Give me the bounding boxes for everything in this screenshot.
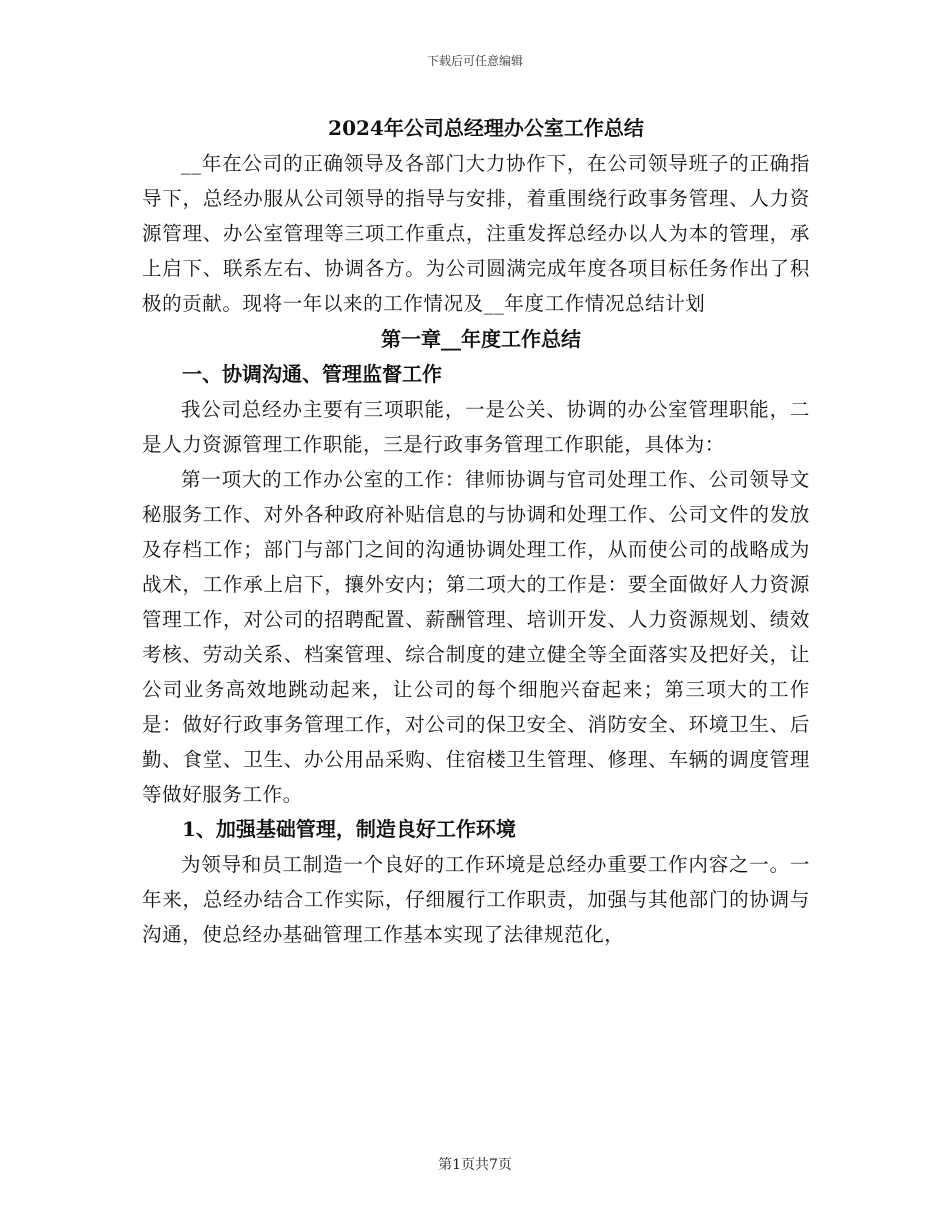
section-paragraph-functions: 我公司总经办主要有三项职能，一是公关、协调的办公室管理职能，二是人力资源管理工作职能，三是行政事务管理工作职能，具体为： (142, 398, 810, 456)
document-body (142, 110, 810, 952)
document-title: 2024年公司总经理办公室工作总结 (328, 116, 644, 140)
section-heading: 一、协调沟通、管理监督工作 (182, 362, 442, 386)
chapter-title: 第一章__年度工作总结 (381, 327, 581, 351)
section-paragraph-duties: 第一项大的工作办公室的工作：律师协调与官司处理工作、公司领导文秘服务工作、对外各种政府补贴信息的与协调和处理工作、公司文件的发放及存档工作；部门与部门之间的沟通协调处理工作，从而使公司的战略成为战术，工作承上启下，攘外安内；第二项大的工作是：要全面做好人力资源管理工作，对公司的招聘配置、薪酬管理、培训开发、人力资源规划、绩效考核、劳动关系、档案管理、综合制度的建立健全等全面落实及把好关，让公司业务高效地跳动起来，让公司的每个细胞兴奋起来；第三项大的工作是：做好行政事务管理工作，对公司的保卫安全、消防安全、环境卫生、后勤、食堂、卫生、办公用品采购、住宿楼卫生管理、修理、车辆的调度管理等做好服务工作。 (142, 468, 810, 806)
subsection-paragraph: 为领导和员工制造一个良好的工作环境是总经办重要工作内容之一。一年来，总经办结合工作实际，仔细履行工作职责，加强与其他部门的协调与沟通，使总经办基础管理工作基本实现了法律规范化， (142, 853, 810, 946)
subsection-heading: 1、加强基础管理，制造良好工作环境 (182, 817, 516, 841)
intro-paragraph: __年在公司的正确领导及各部门大力协作下，在公司领导班子的正确指导下，总经办服从公司领导的指导与安排，着重围绕行政事务管理、人力资源管理、办公室管理等三项工作重点，注重发挥总经办以人为本的管理，承上启下、联系左右、协调各方。为公司圆满完成年度各项目标任务作出了积极的贡献。现将一年以来的工作情况及__年度工作情况总结计划 (142, 152, 810, 315)
page-number-footer: 第1页共7页 (438, 1157, 512, 1173)
page-header-note: 下载后可任意编辑 (426, 54, 523, 68)
